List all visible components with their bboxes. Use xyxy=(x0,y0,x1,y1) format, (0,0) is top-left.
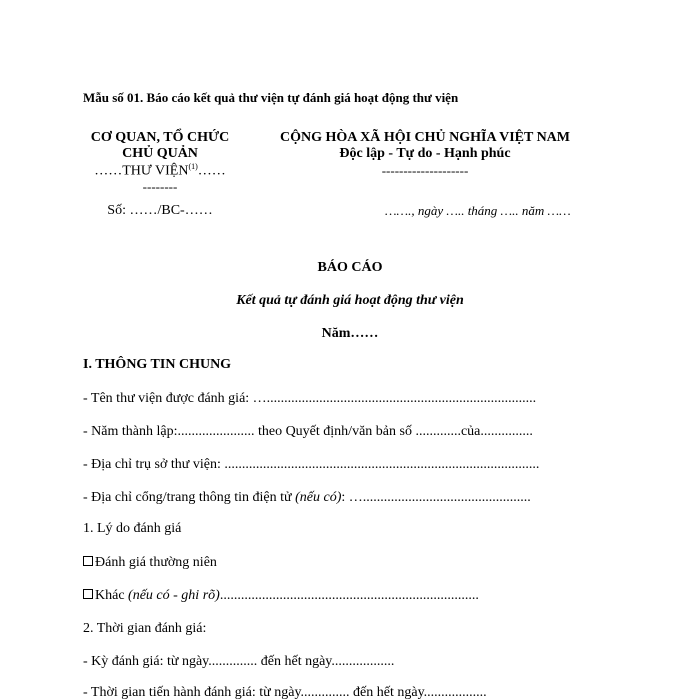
right-header-line1: CỘNG HÒA XÃ HỘI CHỦ NGHĨA VIỆT NAM xyxy=(279,130,570,145)
library-suffix: …… xyxy=(197,163,226,179)
footnote-marker: (1) xyxy=(188,162,198,171)
section-title: I. THÔNG TIN CHUNG xyxy=(83,357,232,372)
established-field: - Năm thành lập:...................... theo Quyết định/văn bản số .............của............... xyxy=(83,424,533,439)
portal-label: - Địa chỉ cổng/trang thông tin điện tử xyxy=(83,490,296,505)
left-divider: -------- xyxy=(142,179,178,194)
option-annual xyxy=(83,556,217,570)
report-subtitle: Kết quả tự đánh giá hoạt động thư viện xyxy=(236,293,464,308)
report-year: Năm…… xyxy=(321,326,379,341)
library-prefix: ……THƯ VIỆN xyxy=(94,163,189,179)
right-divider: -------------------- xyxy=(381,163,469,178)
period-field: - Kỳ đánh giá: từ ngày.............. đến hết ngày.................. xyxy=(83,654,395,669)
option-other-note: (nếu có - ghi rõ) xyxy=(128,588,220,603)
right-header-line2: Độc lập - Tự do - Hạnh phúc xyxy=(339,146,511,161)
left-header-line2: CHỦ QUẢN xyxy=(122,146,198,161)
report-date: ……., ngày ….. tháng ….. năm …… xyxy=(385,203,571,218)
option-other-dots: .......................................................................... xyxy=(219,588,479,603)
annual-checkbox[interactable] xyxy=(83,556,93,566)
library-name-field: - Tên thư viện được đánh giá: …............................................................................. xyxy=(83,391,537,406)
address-field: - Địa chỉ trụ sở thư viện: .......................................................................................... xyxy=(83,457,540,472)
library-line xyxy=(60,163,260,179)
portal-dots: : …................................................ xyxy=(341,490,531,505)
portal-field xyxy=(83,491,531,505)
other-checkbox[interactable] xyxy=(83,589,93,599)
report-heading: BÁO CÁO xyxy=(317,260,383,275)
option-other xyxy=(83,589,479,603)
document-number: Số: ……/BC-…… xyxy=(107,203,213,218)
option-annual-label: Đánh giá thường niên xyxy=(95,555,217,570)
option-other-label: Khác xyxy=(95,588,129,603)
portal-note: (nếu có) xyxy=(295,490,342,505)
reason-title: 1. Lý do đánh giá xyxy=(83,521,182,536)
form-title: Mẫu số 01. Báo cáo kết quả thư viện tự đánh giá hoạt động thư viện xyxy=(83,90,459,105)
duration-field: - Thời gian tiến hành đánh giá: từ ngày.............. đến hết ngày.................. xyxy=(83,685,487,700)
left-header-line1: CƠ QUAN, TỔ CHỨC xyxy=(90,130,230,145)
time-title: 2. Thời gian đánh giá: xyxy=(83,621,207,636)
